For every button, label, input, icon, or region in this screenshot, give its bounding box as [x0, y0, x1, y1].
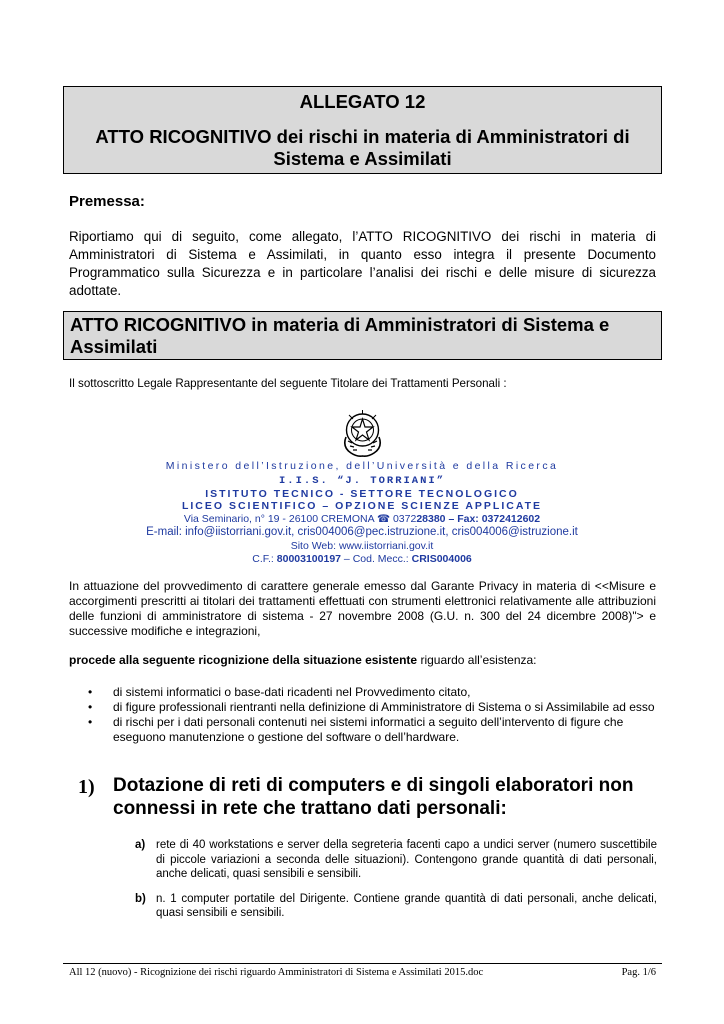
- list-item: a) rete di 40 workstations e server della segreteria facenti capo a undici server (numero suscettibile di piccole variazioni a seconda delle situazioni). Contengono grande quantità di dati personali, anche delicati, quasi sensibili e sensibili.: [135, 839, 657, 880]
- premessa-text: Riportiamo qui di seguito, come allegato, l’ATTO RICOGNITIVO dei rischi in materia di Amministratori di Sistema e Assimilati, in quanto esso integra il presente Documento Programmatico sulla Sicurezza e in particolare l’analisi dei rischi e delle misure di sicurezza adottate.: [69, 229, 656, 298]
- section-title: ATTO RICOGNITIVO in materia di Amministratori di Sistema e Assimilati: [70, 314, 610, 357]
- school-codes: C.F.: 80003100197 – Cod. Mecc.: CRIS004006: [252, 553, 472, 565]
- lettered-list: [135, 838, 657, 931]
- footer-divider: [63, 963, 662, 964]
- premessa-heading: Premessa:: [69, 193, 145, 210]
- list-item: • di figure professionali rientranti nella definizione di Amministratore di Sistema o si Assimilabile ad esso: [88, 700, 655, 714]
- attuazione-paragraph: In attuazione del provvedimento di carattere generale emesso dal Garante Privacy in materia di <<Misure e accorgimenti prescritti ai titolari dei trattamenti effettuati con strumenti elettronici relativamente alle attribuzioni delle funzioni di amministratore di sistema - 27 novembre 2008 (G.U. n. 300 del 24 dicembre 2008)"> e successive modifiche e integrazioni,: [69, 579, 656, 638]
- list-item: • di rischi per i dati personali contenuti nei sistemi informatici a seguito dell’intervento di figure che eseguono manutenzione o gestione del software o dell’hardware.: [88, 715, 624, 744]
- section-title-box: [63, 311, 662, 360]
- section-number: 1): [78, 776, 95, 798]
- sottoscritto-text: Il sottoscritto Legale Rappresentante del seguente Titolare dei Trattamenti Personali :: [69, 377, 507, 390]
- school-website: Sito Web: www.iistorriani.gov.it: [290, 540, 434, 552]
- school-istituto: ISTITUTO TECNICO - SETTORE TECNOLOGICO: [205, 488, 519, 500]
- emblem-icon: [339, 407, 386, 459]
- bullet-list: [88, 685, 656, 745]
- school-ministero: Ministero dell’Istruzione, dell’Università e della Ricerca: [165, 460, 559, 472]
- allegato-title: ALLEGATO 12: [299, 91, 426, 112]
- document-subtitle: ATTO RICOGNITIVO dei rischi in materia di Amministratori di Sistema e Assimilati: [95, 126, 630, 169]
- school-liceo: LICEO SCIENTIFICO – OPZIONE SCIENZE APPLICATE: [181, 500, 543, 512]
- footer-filename: All 12 (nuovo) - Ricognizione dei rischi riguardo Amministratori di Sistema e Assimilati 2015.doc: [69, 967, 484, 978]
- school-name: I.I.S. “J. TORRIANI”: [278, 475, 446, 487]
- procede-paragraph: procede alla seguente ricognizione della situazione esistente riguardo all’esistenza:: [69, 653, 537, 667]
- list-item: b) n. 1 computer portatile del Dirigente. Contiene grande quantità di dati personali, anche delicati, quasi sensibili e sensibili.: [135, 892, 657, 919]
- document-title-box: [63, 86, 662, 174]
- section-heading: Dotazione di reti di computers e di singoli elaboratori non connessi in rete che trattano dati personali:: [113, 775, 634, 819]
- school-address: Via Seminario, n° 19 - 26100 CREMONA ☎ 037228380 – Fax: 0372412602: [183, 513, 541, 525]
- page-number: Pag. 1/6: [621, 967, 656, 978]
- school-email: E-mail: info@iistorriani.gov.it, cris004006@pec.istruzione.it, cris004006@istruzione.it: [146, 526, 578, 538]
- list-item: • di sistemi informatici o base-dati ricadenti nel Provvedimento citato,: [88, 685, 471, 699]
